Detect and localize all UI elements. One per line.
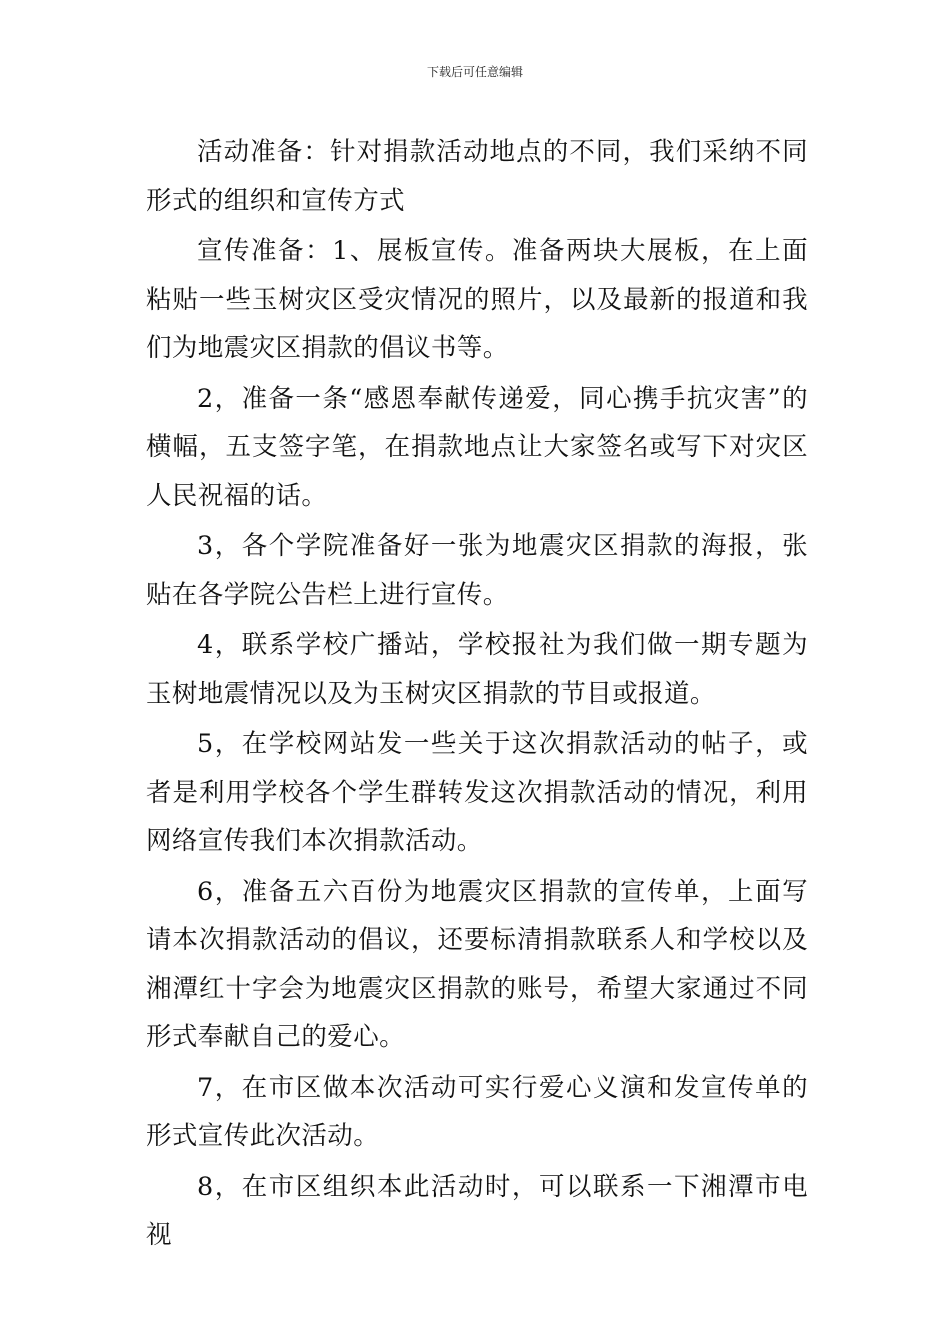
paragraph-item-4: 4，联系学校广播站，学校报社为我们做一期专题为玉树地震情况以及为玉树灾区捐款的节目或报道。 bbox=[146, 630, 808, 709]
paragraph-item-3: 3，各个学院准备好一张为地震灾区捐款的海报，张贴在各学院公告栏上进行宣传。 bbox=[146, 531, 808, 610]
page-header: 下载后可任意编辑 bbox=[426, 65, 523, 79]
paragraph-publicity-preparation: 宣传准备：1、展板宣传。准备两块大展板，在上面粘贴一些玉树灾区受灾情况的照片，以及最新的报道和我们为地震灾区捐款的倡议书等。 bbox=[146, 236, 808, 363]
paragraph-item-2: 2，准备一条“感恩奉献传递爱，同心携手抗灾害”的横幅，五支签字笔，在捐款地点让大家签名或写下对灾区人民祝福的话。 bbox=[146, 383, 808, 511]
paragraph-item-7: 7，在市区做本次活动可实行爱心义演和发宣传单的形式宣传此次活动。 bbox=[146, 1072, 808, 1151]
paragraph-activity-preparation: 活动准备：针对捐款活动地点的不同，我们采纳不同形式的组织和宣传方式 bbox=[146, 137, 808, 216]
paragraph-item-6: 6，准备五六百份为地震灾区捐款的宣传单，上面写请本次捐款活动的倡议，还要标清捐款联系人和学校以及湘潭红十字会为地震灾区捐款的账号，希望大家通过不同形式奉献自己的爱心。 bbox=[146, 876, 808, 1052]
paragraph-item-8: 8，在市区组织本此活动时，可以联系一下湘潭市电视 bbox=[146, 1171, 808, 1250]
paragraph-item-5: 5，在学校网站发一些关于这次捐款活动的帖子，或者是利用学校各个学生群转发这次捐款活动的情况，利用网络宣传我们本次捐款活动。 bbox=[146, 729, 808, 856]
document-body bbox=[146, 128, 808, 1262]
